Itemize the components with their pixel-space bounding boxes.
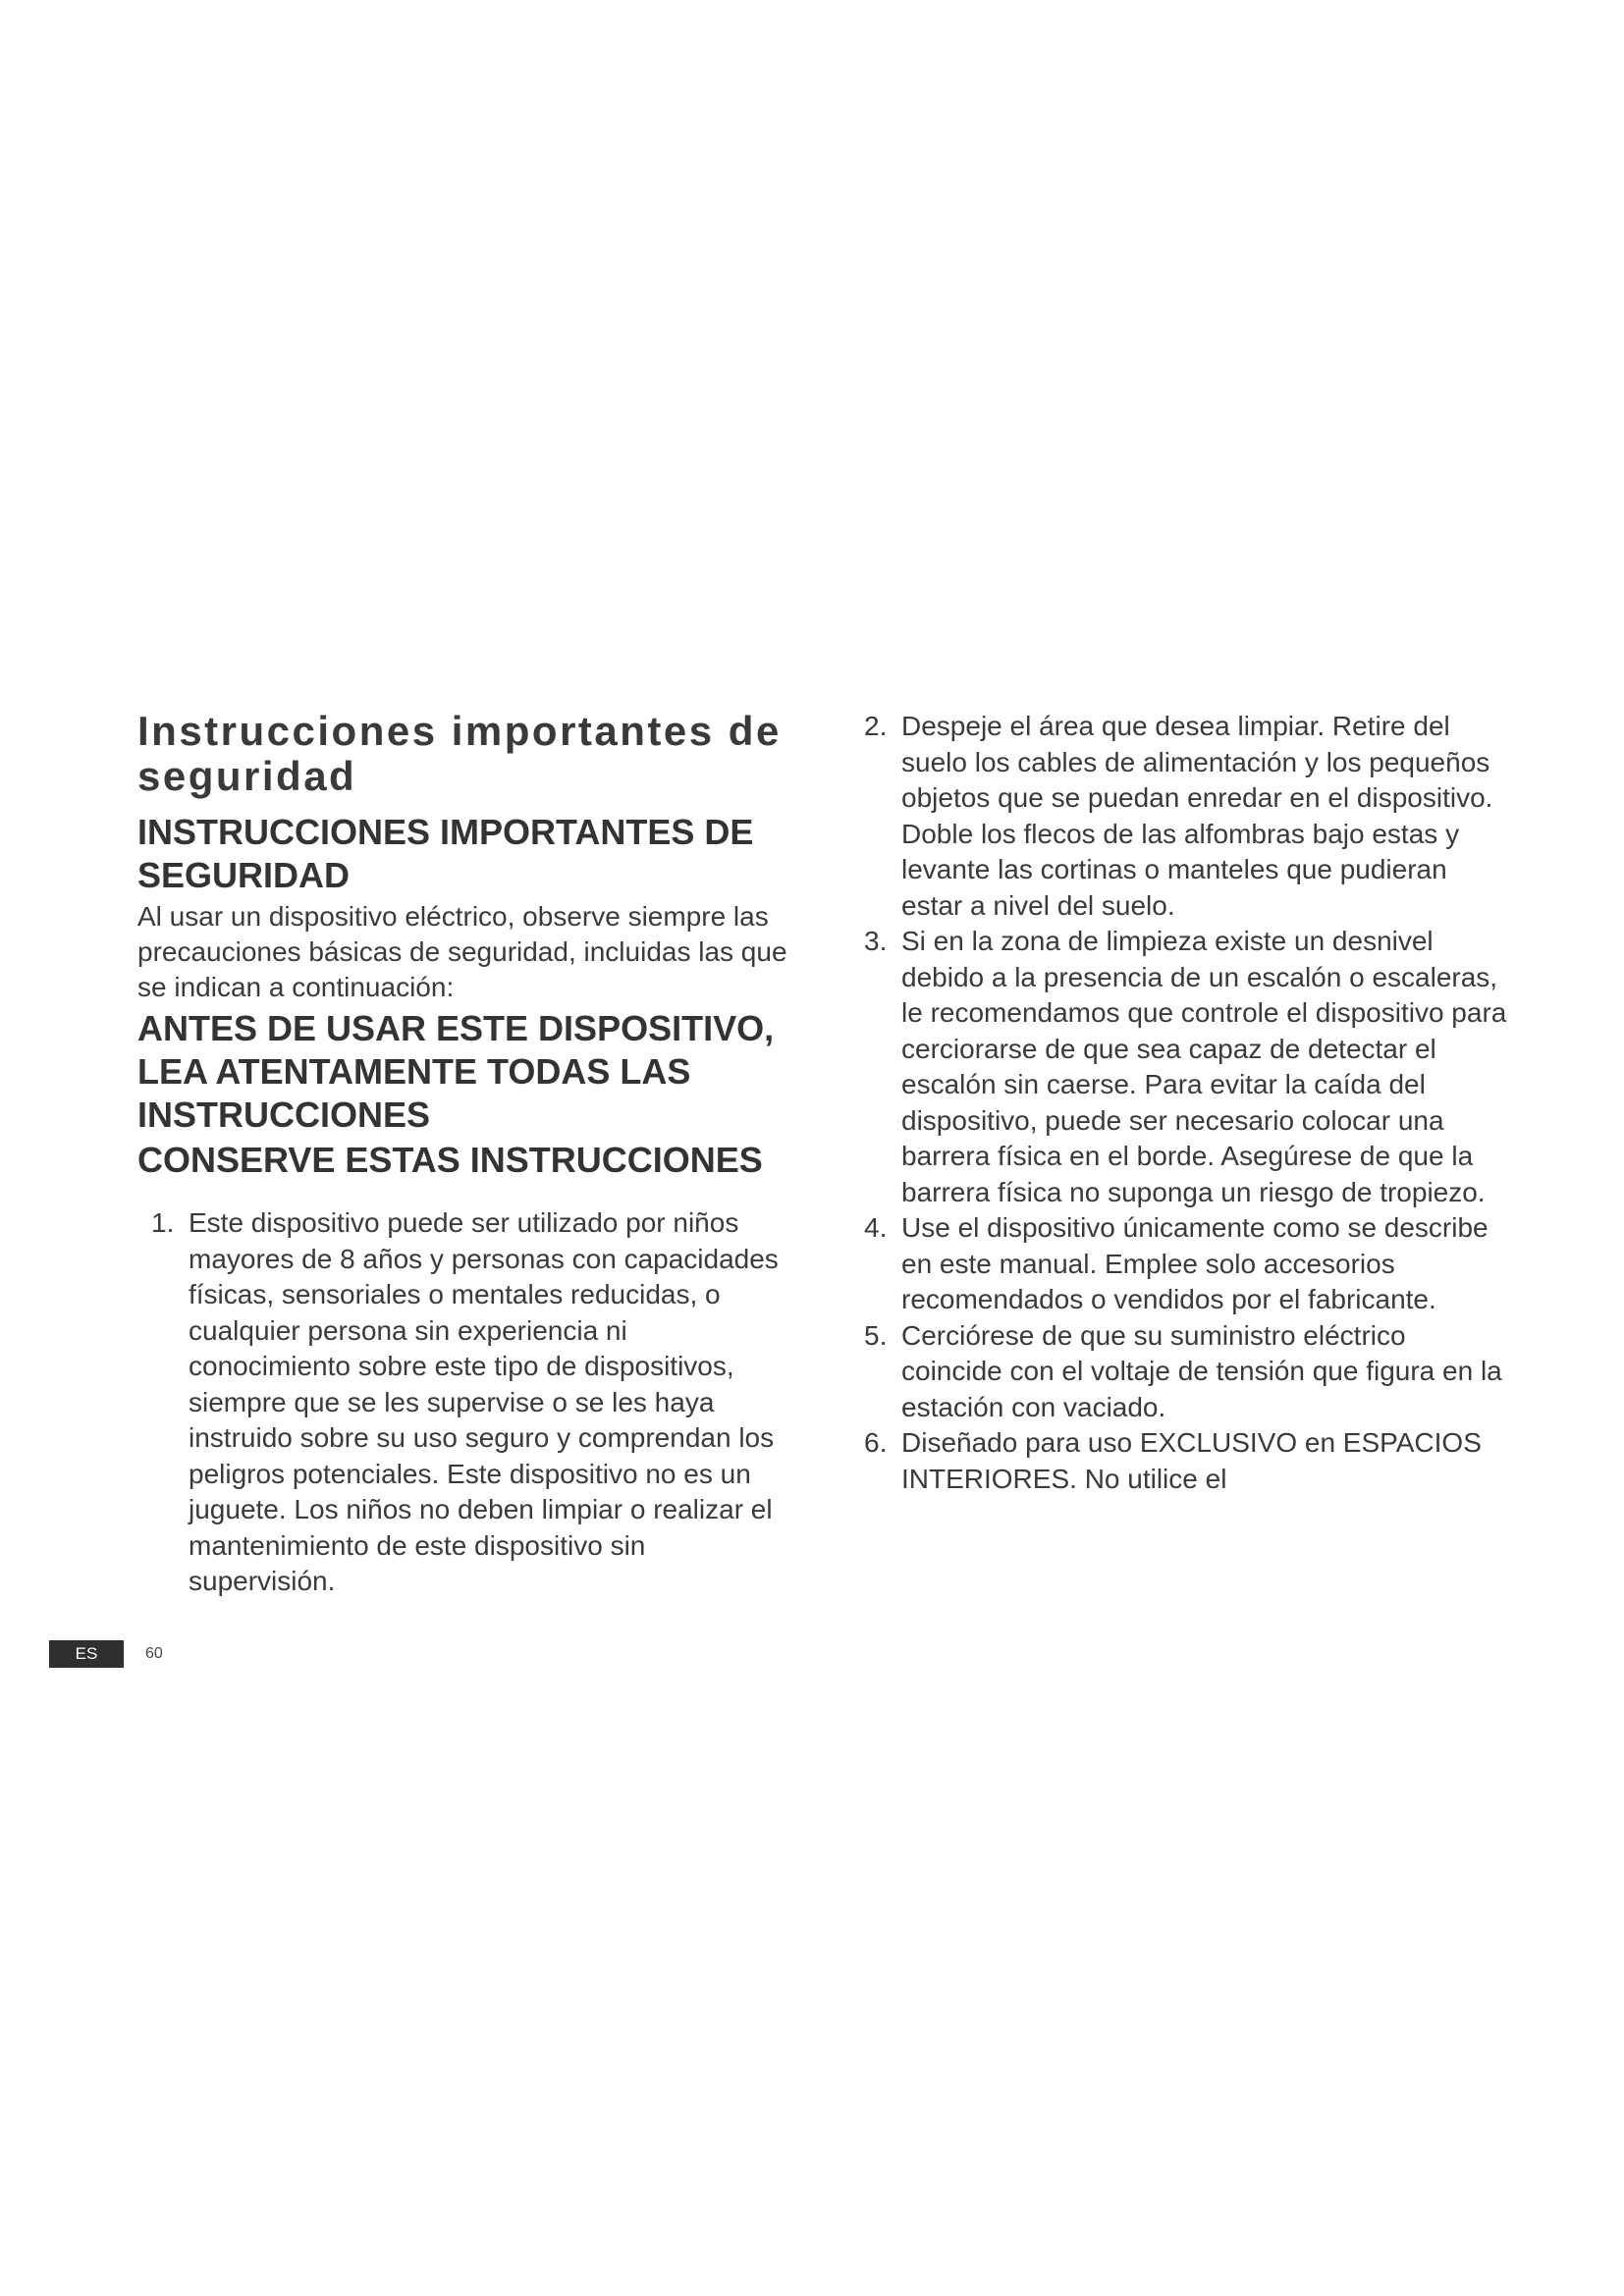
item-text: Diseñado para uso EXCLUSIVO en ESPACIOS INTERIORES. No utilice el	[901, 1427, 1482, 1494]
list-item	[864, 1318, 1512, 1426]
right-column	[864, 709, 1512, 1497]
warning-read-instructions: ANTES DE USAR ESTE DISPOSITIVO, LEA ATENTAMENTE TODAS LAS INSTRUCCIONES	[137, 1008, 775, 1135]
list-item	[864, 924, 1512, 1210]
item-text: Use el dispositivo únicamente como se describe en este manual. Emplee solo accesorios recomendados o vendidos por el fabricante.	[901, 1212, 1489, 1314]
item-text: Cerciórese de que su suministro eléctrico coincide con el voltaje de tensión que figura en la estación con vaciado.	[901, 1319, 1502, 1422]
section-heading: INSTRUCCIONES IMPORTANTES DE SEGURIDAD	[137, 812, 754, 895]
page-number: 60	[145, 1645, 163, 1662]
list-item	[864, 709, 1512, 924]
page-title: Instrucciones importantes de seguridad	[137, 708, 782, 799]
list-item	[864, 1425, 1512, 1497]
item-number: 5.	[864, 1319, 888, 1351]
safety-list-right	[864, 709, 1512, 1497]
item-text: Este dispositivo puede ser utilizado por niños mayores de 8 años y personas con capacidades físicas, sensoriales o mentales reducidas, o cualquier persona sin experiencia ni conocimiento sobre este tipo de dispositivos, siempre que se les supervise o se les haya instruido sobre su uso seguro y comprendan los peligros potenciales. Este dispositivo no es un juguete. Los niños no deben limpiar o realizar el mantenimiento de este dispositivo sin supervisión.	[189, 1207, 779, 1596]
list-item	[864, 1210, 1512, 1318]
language-badge: ES	[49, 1640, 124, 1668]
item-number: 4.	[864, 1212, 888, 1243]
item-text: Despeje el área que desea limpiar. Retire del suelo los cables de alimentación y los pequeños objetos que se puedan enredar en el dispositivo. Doble los flecos de las alfombras bajo estas y levante las cortinas o manteles que pudieran estar a nivel del suelo.	[901, 711, 1493, 921]
item-number: 2.	[864, 711, 888, 741]
safety-list-left	[137, 1205, 790, 1600]
left-column	[137, 709, 790, 1600]
list-item	[151, 1205, 790, 1600]
warning-keep-instructions: CONSERVE ESTAS INSTRUCCIONES	[137, 1140, 763, 1180]
intro-paragraph: Al usar un dispositivo eléctrico, observe siempre las precauciones básicas de seguridad, incluidas las que se indican a continuación:	[137, 901, 787, 1002]
item-number: 6.	[864, 1427, 888, 1458]
item-number: 3.	[864, 926, 888, 956]
item-number: 1.	[151, 1207, 175, 1238]
item-text: Si en la zona de limpieza existe un desnivel debido a la presencia de un escalón o escaleras, le recomendamos que controle el dispositivo para cerciorarse de que sea capaz de detectar el escalón sin caerse. Para evitar la caída del dispositivo, puede ser necesario colocar una barrera física en el borde. Asegúrese de que la barrera física no suponga un riesgo de tropiezo.	[901, 926, 1507, 1207]
